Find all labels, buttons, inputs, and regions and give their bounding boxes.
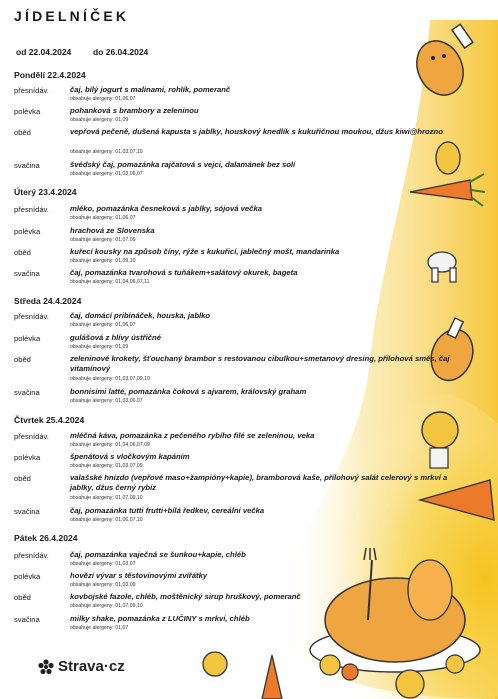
meal-type-label: svačina <box>14 388 40 397</box>
meal-type-label: přesnídáv. <box>14 551 49 560</box>
meal-type-label: oběd <box>14 355 31 364</box>
meal-type-label: přesnídáv. <box>14 205 49 214</box>
meal-type-label: svačina <box>14 507 40 516</box>
meal-description: hrachová ze Slovenska <box>70 226 155 235</box>
meal-type-label: polévka <box>14 107 41 116</box>
meal-description: čaj, domácí pribináček, houska, jablko <box>70 311 211 320</box>
day-heading: Úterý 23.4.2024 <box>14 187 77 197</box>
allergens-note: obsahuje alergeny: 01,03,06,07 <box>70 171 143 177</box>
strava-logo <box>38 658 125 675</box>
meal-description: švédský čaj, pomazánka rajčatová s vejci, dalamánek bez solí <box>70 160 296 169</box>
allergens-note: obsahuje alergeny: 01,06,07 <box>70 322 136 328</box>
meal-type-label: svačina <box>14 161 40 170</box>
allergens-note: obsahuje alergeny: 01,03,07,10 <box>70 149 143 155</box>
meal-type-label: svačina <box>14 615 40 624</box>
meal-description: mléko, pomazánka česneková s jablky, sójová večka <box>70 204 263 213</box>
meal-description: hovězí vývar s těstovinovými zvířátky <box>70 571 208 580</box>
allergens-note: obsahuje alergeny: 01,07 <box>70 625 129 631</box>
date-to: do 26.04.2024 <box>93 47 149 57</box>
meal-description: kuřecí kousky na způsob číny, rýže s kukuřicí, jablečný mošt, mandarinka <box>70 247 340 256</box>
meal-description: vepřová pečeně, dušená kapusta s jablky, houskový knedlík s kukuřičnou moukou, džus kiwi@hrozno <box>70 127 443 136</box>
meal-type-label: polévka <box>14 227 41 236</box>
meal-type-label: oběd <box>14 128 31 137</box>
strava-logo-text: Strava·cz <box>58 658 125 675</box>
meal-description: pohanková s brambory a zeleninou <box>70 106 199 115</box>
meal-description: špenátová s vločkovým kapáním <box>70 452 190 461</box>
day-heading: Čtvrtek 25.4.2024 <box>14 415 85 425</box>
meal-description: čaj, bílý jogurt s malinami, rohlík, pomeranč <box>70 85 231 94</box>
meal-description: valašské hnízdo (vepřové maso+žampióny+kapie), bramborová kaše, přílohový salát celerový s mrkví a jablky, džus černý rybíz <box>70 473 448 492</box>
strava-logo-icon <box>38 659 54 675</box>
day-heading: Pátek 26.4.2024 <box>14 533 78 543</box>
meal-description: gulášová z hlívy ústřičné <box>70 333 162 342</box>
meal-description: bonnisimi latté, pomazánka čoková s ajvarem, královský graham <box>70 387 307 396</box>
meal-type-label: svačina <box>14 269 40 278</box>
meal-type-label: oběd <box>14 593 31 602</box>
meal-type-label: přesnídáv. <box>14 312 49 321</box>
meal-description: čaj, pomazánka tutti frutti+bílá ředkev, cereální večka <box>70 506 265 515</box>
allergens-note: obsahuje alergeny: 01,03,07,09,10 <box>70 376 150 382</box>
day-heading: Středa 24.4.2024 <box>14 296 82 306</box>
meal-type-label: oběd <box>14 474 31 483</box>
allergens-note: obsahuje alergeny: 01,03,07 <box>70 561 136 567</box>
meal-type-label: přesnídáv. <box>14 86 49 95</box>
meal-description: kovbojské fazole, chléb, moštěnický sirup hruškový, pomeranč <box>70 592 301 601</box>
allergens-note: obsahuje alergeny: 01,09 <box>70 344 129 350</box>
allergens-note: obsahuje alergeny: 01,04,06,07,11 <box>70 279 150 285</box>
date-from: od 22.04.2024 <box>16 47 72 57</box>
allergens-note: obsahuje alergeny: 01,03,07,09 <box>70 463 143 469</box>
allergens-note: obsahuje alergeny: 01,09,10 <box>70 258 136 264</box>
allergens-note: obsahuje alergeny: 01,03,09 <box>70 582 136 588</box>
allergens-note: obsahuje alergeny: 01,07,09 <box>70 237 136 243</box>
meal-description: zeleninové krokety, šťouchaný brambor s restovanou cibulkou+smetanový dresing, přílohová směs, čaj vitamínový <box>70 354 450 373</box>
meal-type-label: polévka <box>14 572 41 581</box>
meal-description: mléčná káva, pomazánka z pečeného rybího filé se zeleninou, veka <box>70 431 315 440</box>
allergens-note: obsahuje alergeny: 01,06,07 <box>70 96 136 102</box>
meal-type-label: polévka <box>14 453 41 462</box>
allergens-note: obsahuje alergeny: 01,07,09,10 <box>70 495 143 501</box>
allergens-note: obsahuje alergeny: 01,03,06,07 <box>70 398 143 404</box>
meal-description: čaj, pomazánka tvarohová s tuňákem+salátový okurek, bageta <box>70 268 298 277</box>
meal-type-label: polévka <box>14 334 41 343</box>
day-heading: Pondělí 22.4.2024 <box>14 70 86 80</box>
allergens-note: obsahuje alergeny: 01,06,07,10 <box>70 517 143 523</box>
meal-description: čaj, pomazánka vaječná se šunkou+kapie, chléb <box>70 550 246 559</box>
meal-type-label: oběd <box>14 248 31 257</box>
allergens-note: obsahuje alergeny: 01,09 <box>70 117 129 123</box>
meal-description: milky shake, pomazánka z LUČINY s mrkví, chléb <box>70 614 250 623</box>
allergens-note: obsahuje alergeny: 01,07,09,10 <box>70 603 143 609</box>
page-title: JÍDELNÍČEK <box>14 8 130 24</box>
allergens-note: obsahuje alergeny: 01,04,06,07,09 <box>70 442 150 448</box>
meal-type-label: přesnídáv. <box>14 432 49 441</box>
allergens-note: obsahuje alergeny: 01,06,07 <box>70 215 136 221</box>
